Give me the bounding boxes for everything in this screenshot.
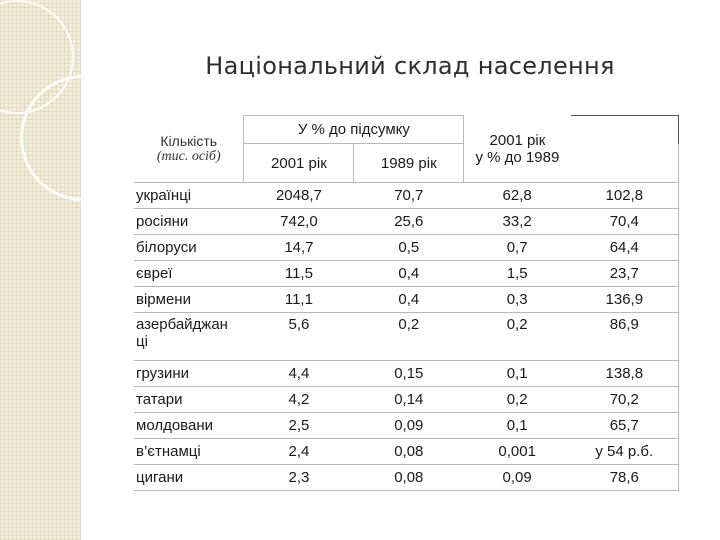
- header-ratio: [464, 116, 571, 183]
- header-empty-cell: [571, 144, 679, 183]
- share-2001-cell: 0,15: [354, 361, 464, 387]
- share-2001-cell: 0,4: [354, 261, 464, 287]
- count-2001-cell: 2,3: [244, 465, 354, 491]
- header-ratio-line2: у % до 1989: [475, 148, 560, 166]
- table-row: [134, 183, 679, 209]
- count-2001-cell: 14,7: [244, 235, 354, 261]
- page-title: Національний склад населення: [205, 52, 615, 80]
- count-2001-cell: 11,1: [244, 287, 354, 313]
- nationality-cell: євреї: [134, 261, 244, 287]
- ratio-cell: 78,6: [571, 465, 679, 491]
- share-1989-cell: 33,2: [464, 209, 571, 235]
- nationality-cell: вірмени: [134, 287, 244, 313]
- nationality-cell: азербайджан ці: [134, 313, 244, 361]
- nationality-cell: білоруси: [134, 235, 244, 261]
- nationality-cell: росіяни: [134, 209, 244, 235]
- count-2001-cell: 4,4: [244, 361, 354, 387]
- header-kilkist-label: Кількість: [160, 132, 218, 149]
- decorative-circle: [20, 75, 146, 201]
- share-1989-cell: 0,001: [464, 439, 571, 465]
- table-row: [134, 439, 679, 465]
- nationality-cell: українці: [134, 183, 244, 209]
- header-group: У % до підсумку: [244, 116, 464, 144]
- header-extra-cell: [571, 116, 679, 144]
- share-2001-cell: 0,08: [354, 465, 464, 491]
- share-1989-cell: 0,1: [464, 361, 571, 387]
- table-row: [134, 387, 679, 413]
- share-1989-cell: 0,3: [464, 287, 571, 313]
- nationality-cell: татари: [134, 387, 244, 413]
- ratio-cell: 138,8: [571, 361, 679, 387]
- header-kilkist-unit: (тис. осіб): [156, 148, 221, 164]
- count-2001-cell: 5,6: [244, 313, 354, 361]
- count-2001-cell: 742,0: [244, 209, 354, 235]
- table-row: [134, 465, 679, 491]
- decorative-side-strip: [0, 0, 81, 540]
- table-row: [134, 261, 679, 287]
- ratio-cell: 136,9: [571, 287, 679, 313]
- count-2001-cell: 11,5: [244, 261, 354, 287]
- ratio-cell: 70,4: [571, 209, 679, 235]
- header-1989: 1989 рік: [354, 144, 464, 183]
- share-2001-cell: 25,6: [354, 209, 464, 235]
- table-row: [134, 413, 679, 439]
- share-2001-cell: 0,4: [354, 287, 464, 313]
- ratio-cell: 70,2: [571, 387, 679, 413]
- count-2001-cell: 2048,7: [244, 183, 354, 209]
- table-row: [134, 361, 679, 387]
- population-table: [134, 115, 679, 491]
- share-2001-cell: 0,08: [354, 439, 464, 465]
- table-row: [134, 313, 679, 361]
- share-2001-cell: 0,5: [354, 235, 464, 261]
- header-2001: 2001 рік: [244, 144, 354, 183]
- share-1989-cell: 0,2: [464, 387, 571, 413]
- count-2001-cell: 4,2: [244, 387, 354, 413]
- share-2001-cell: 0,09: [354, 413, 464, 439]
- ratio-cell: 23,7: [571, 261, 679, 287]
- share-1989-cell: 0,1: [464, 413, 571, 439]
- count-2001-cell: 2,4: [244, 439, 354, 465]
- table-row: [134, 209, 679, 235]
- share-2001-cell: 0,14: [354, 387, 464, 413]
- table-row: [134, 235, 679, 261]
- table-row: [134, 287, 679, 313]
- header-kilkist: [134, 116, 244, 183]
- nationality-cell: цигани: [134, 465, 244, 491]
- nationality-cell: грузини: [134, 361, 244, 387]
- ratio-cell: 86,9: [571, 313, 679, 361]
- ratio-cell: у 54 р.б.: [571, 439, 679, 465]
- share-1989-cell: 0,7: [464, 235, 571, 261]
- nationality-cell: молдовани: [134, 413, 244, 439]
- share-1989-cell: 0,2: [464, 313, 571, 361]
- ratio-cell: 64,4: [571, 235, 679, 261]
- nationality-cell: в’єтнамці: [134, 439, 244, 465]
- count-2001-cell: 2,5: [244, 413, 354, 439]
- ratio-cell: 102,8: [571, 183, 679, 209]
- header-ratio-line1: 2001 рік: [489, 131, 546, 149]
- ratio-cell: 65,7: [571, 413, 679, 439]
- share-1989-cell: 62,8: [464, 183, 571, 209]
- share-2001-cell: 70,7: [354, 183, 464, 209]
- share-2001-cell: 0,2: [354, 313, 464, 361]
- share-1989-cell: 0,09: [464, 465, 571, 491]
- share-1989-cell: 1,5: [464, 261, 571, 287]
